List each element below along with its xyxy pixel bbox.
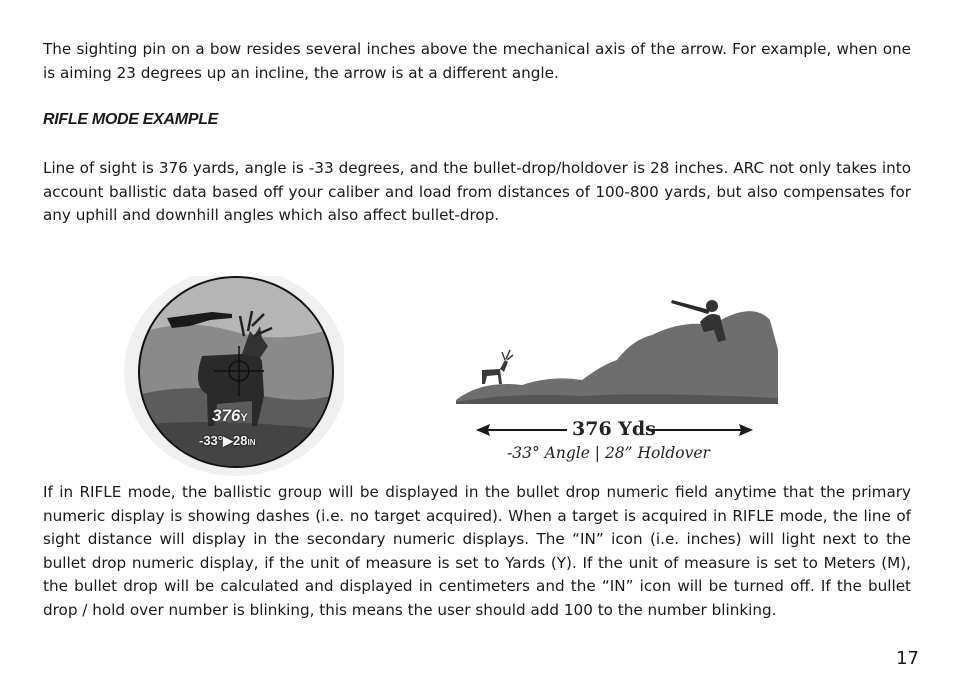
scope-drop-unit: IN [247,438,256,447]
shooting-scene-diagram [452,280,782,475]
scope-secondary-readout [199,433,255,449]
scope-arrow-icon: ▶ [223,433,233,448]
scope-distance-value: 376 [212,406,241,425]
section-heading: RIFLE MODE EXAMPLE [43,111,219,128]
example-paragraph: Line of sight is 376 yards, angle is -33 degrees, and the bullet-drop/holdover is 28 inches. ARC not only takes into account ballistic data based off your caliber and load from distances of 100-800 yards, but also compensates for any uphill and downhill angles which also affect bullet-drop. [43,159,911,224]
scope-drop-value: 28 [233,433,248,448]
scope-distance-readout [212,406,248,426]
intro-paragraph: The sighting pin on a bow resides several inches above the mechanical axis of the arrow. For example, when one is aiming 23 degrees up an incline, the arrow is at a different angle. [43,40,911,82]
scope-distance-unit: Y [240,412,248,424]
diagram-distance-caption: 376 Yds [572,418,656,440]
detail-paragraph: If in RIFLE mode, the ballistic group will be displayed in the bullet drop numeric field anytime that the primary numeric display is showing dashes (i.e. no target acquired). When a target is acquired in RIFLE mode, the line of sight distance will display in the secondary numeric displays. The “IN” icon (i.e. inches) will light next to the bullet drop numeric display, if the unit of measure is set to Yards (Y). If the unit of measure is set to Meters (M), the bullet drop will be calculated and displayed in centimeters and the “IN” icon will be turned off. If the bullet drop / hold over number is blinking, this means the user should add 100 to the number blinking. [43,483,911,619]
page-number: 17 [896,648,919,669]
scope-angle-value: -33° [199,433,223,448]
scope-view-illustration [92,276,344,476]
diagram-angle-holdover-caption: -33° Angle | 28” Holdover [507,444,710,462]
